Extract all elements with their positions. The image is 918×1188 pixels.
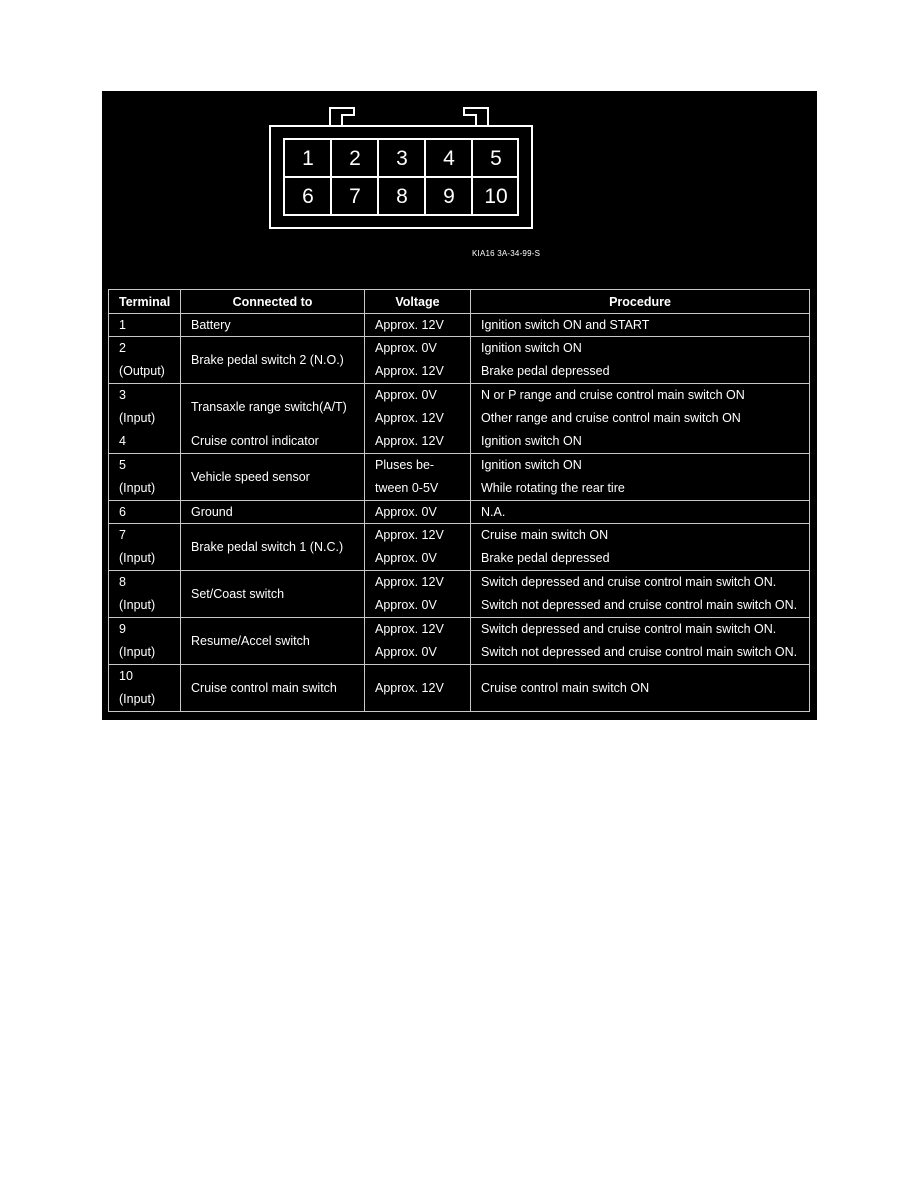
- procedure-line: Brake pedal depressed: [481, 364, 610, 378]
- terminal-direction: (Input): [119, 481, 156, 495]
- cell-procedure: [471, 454, 810, 501]
- cell-terminal: [109, 571, 181, 618]
- procedure-line: Cruise main switch ON: [481, 528, 609, 542]
- table-row: [109, 501, 810, 524]
- voltage-line: Approx. 0V: [375, 645, 437, 659]
- voltage-line: Approx. 12V: [375, 364, 444, 378]
- procedure-line: Brake pedal depressed: [481, 551, 610, 565]
- cell-voltage: [365, 571, 471, 618]
- header-voltage: Voltage: [365, 290, 471, 314]
- connector-figure: [102, 91, 817, 720]
- procedure-line: Ignition switch ON: [481, 434, 582, 448]
- terminal-direction: (Input): [119, 411, 156, 425]
- terminal-number: 10: [119, 669, 133, 683]
- cell-connected: Vehicle speed sensor: [181, 454, 365, 501]
- pin-1: 1: [302, 147, 314, 170]
- table-header-row: [109, 290, 810, 314]
- voltage-line: Approx. 12V: [375, 434, 444, 448]
- cell-voltage: [365, 524, 471, 571]
- terminal-number: 3: [119, 388, 126, 402]
- procedure-line: Switch not depressed and cruise control main switch ON.: [481, 645, 798, 659]
- cell-connected: Cruise control main switch: [181, 665, 365, 712]
- cell-terminal: 1: [109, 314, 181, 337]
- cell-terminal: [109, 618, 181, 665]
- cell-procedure: Ignition switch ON and START: [471, 314, 810, 337]
- cell-procedure: [471, 384, 810, 454]
- cell-voltage: Approx. 12V: [365, 314, 471, 337]
- pin-9: 9: [443, 185, 455, 208]
- cell-terminal: [109, 665, 181, 712]
- cell-procedure: N.A.: [471, 501, 810, 524]
- terminal-table: [108, 289, 810, 712]
- terminal-direction: (Input): [119, 551, 156, 565]
- pin-10: 10: [484, 185, 508, 208]
- cell-terminal: [109, 384, 181, 454]
- pin-2: 2: [349, 147, 361, 170]
- cell-terminal: [109, 524, 181, 571]
- cell-voltage: Approx. 12V: [365, 665, 471, 712]
- procedure-line: Ignition switch ON: [481, 458, 582, 472]
- voltage-line: Approx. 12V: [375, 411, 444, 425]
- cell-voltage: [365, 337, 471, 384]
- pin-4: 4: [443, 147, 455, 170]
- cell-connected: Set/Coast switch: [181, 571, 365, 618]
- cell-connected: Ground: [181, 501, 365, 524]
- voltage-line: Approx. 0V: [375, 598, 437, 612]
- table-row: [109, 524, 810, 571]
- cell-terminal: [109, 337, 181, 384]
- cell-procedure: [471, 571, 810, 618]
- terminal-direction: (Input): [119, 645, 156, 659]
- voltage-line: Approx. 0V: [375, 341, 437, 355]
- terminal-number: 8: [119, 575, 126, 589]
- pin-6: 6: [302, 185, 314, 208]
- voltage-line: Pluses be-: [375, 458, 435, 472]
- table-row: [109, 314, 810, 337]
- cell-terminal: [109, 454, 181, 501]
- connector-tab-left: [330, 108, 354, 126]
- header-terminal: Terminal: [109, 290, 181, 314]
- header-connected-to: Connected to: [181, 290, 365, 314]
- voltage-line: Approx. 12V: [375, 622, 444, 636]
- procedure-line: Switch depressed and cruise control main switch ON.: [481, 622, 777, 636]
- connected-line: Cruise control indicator: [191, 434, 319, 448]
- pin-5: 5: [490, 147, 502, 170]
- cell-connected: Brake pedal switch 2 (N.O.): [181, 337, 365, 384]
- table-row: [109, 384, 810, 454]
- pin-8: 8: [396, 185, 408, 208]
- procedure-line: Other range and cruise control main switch ON: [481, 411, 741, 425]
- pin-7: 7: [349, 185, 361, 208]
- voltage-line: Approx. 0V: [375, 551, 437, 565]
- cell-connected: Brake pedal switch 1 (N.C.): [181, 524, 365, 571]
- cell-voltage: Approx. 0V: [365, 501, 471, 524]
- terminal-direction: (Output): [119, 364, 165, 378]
- header-procedure: Procedure: [471, 290, 810, 314]
- cell-procedure: [471, 524, 810, 571]
- terminal-direction: (Input): [119, 598, 156, 612]
- cell-terminal: 6: [109, 501, 181, 524]
- terminal-number: 5: [119, 458, 126, 472]
- table-row: [109, 665, 810, 712]
- procedure-line: Switch not depressed and cruise control main switch ON.: [481, 598, 798, 612]
- cell-procedure: Cruise control main switch ON: [471, 665, 810, 712]
- cell-connected: Battery: [181, 314, 365, 337]
- procedure-line: Ignition switch ON: [481, 341, 582, 355]
- cell-voltage: [365, 384, 471, 454]
- cell-voltage: [365, 618, 471, 665]
- table-row: [109, 618, 810, 665]
- procedure-line: While rotating the rear tire: [481, 481, 625, 495]
- cell-procedure: [471, 337, 810, 384]
- procedure-line: N or P range and cruise control main switch ON: [481, 388, 745, 402]
- voltage-line: Approx. 12V: [375, 528, 444, 542]
- terminal-direction: (Input): [119, 692, 156, 706]
- figure-code: KIA16 3A-34-99-S: [472, 249, 541, 258]
- connector-tab-right: [464, 108, 488, 126]
- voltage-line: Approx. 0V: [375, 388, 437, 402]
- terminal-number: 7: [119, 528, 126, 542]
- cell-connected: Resume/Accel switch: [181, 618, 365, 665]
- cell-connected: [181, 384, 365, 454]
- table-row: [109, 571, 810, 618]
- table-row: [109, 337, 810, 384]
- cell-procedure: [471, 618, 810, 665]
- terminal-number: 4: [119, 434, 126, 448]
- connected-line: Transaxle range switch(A/T): [191, 400, 347, 414]
- table-row: [109, 454, 810, 501]
- voltage-line: Approx. 12V: [375, 575, 444, 589]
- cell-voltage: [365, 454, 471, 501]
- terminal-number: 9: [119, 622, 126, 636]
- procedure-line: Switch depressed and cruise control main switch ON.: [481, 575, 777, 589]
- terminal-number: 2: [119, 341, 126, 355]
- pin-3: 3: [396, 147, 408, 170]
- voltage-line: tween 0-5V: [375, 481, 439, 495]
